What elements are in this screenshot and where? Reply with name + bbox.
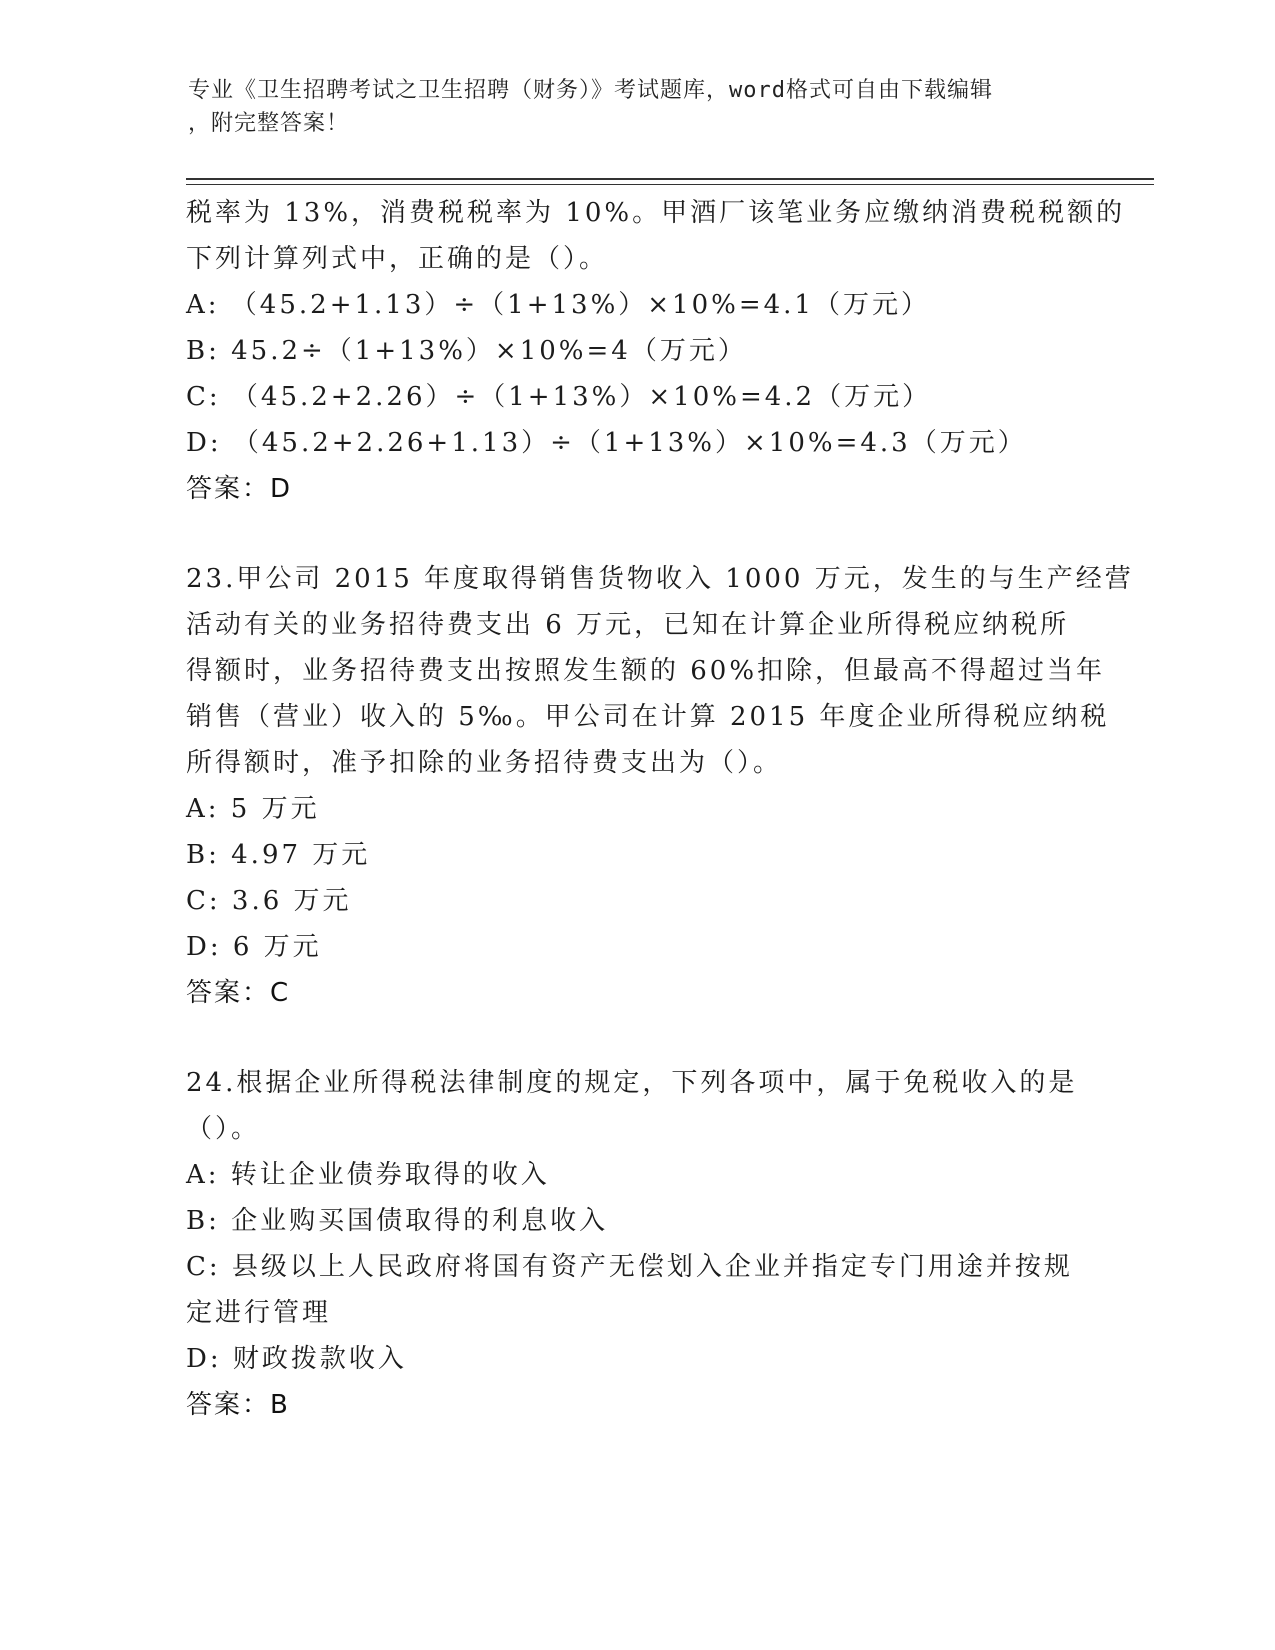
question-stem-line: 销售（营业）收入的 5‰。甲公司在计算 2015 年度企业所得税应纳税: [186, 702, 1110, 732]
question-22: [186, 190, 1126, 512]
question-stem-line: 下列计算列式中，正确的是（）。: [186, 244, 609, 274]
header-divider-thin: [186, 184, 1154, 185]
option-d: D: 财政拨款收入: [186, 1344, 407, 1374]
option-c: C: （45.2+2.26）÷（1+13%）×10%=4.2（万元）: [186, 382, 932, 412]
option-c: C: 县级以上人民政府将国有资产无偿划入企业并指定专门用途并按规: [186, 1252, 1073, 1282]
option-c-continued: 定进行管理: [186, 1298, 332, 1328]
answer-label: 答案：D: [186, 474, 293, 504]
option-a: A: 5 万元: [186, 794, 320, 824]
question-stem-line: 得额时，业务招待费支出按照发生额的 60%扣除，但最高不得超过当年: [186, 656, 1106, 686]
option-a: A: 转让企业债券取得的收入: [186, 1160, 550, 1190]
question-stem-line: 所得额时，准予扣除的业务招待费支出为（）。: [186, 748, 783, 778]
option-c: C: 3.6 万元: [186, 886, 352, 916]
header-divider-thick: [186, 178, 1154, 180]
header-title-line: 专业《卫生招聘考试之卫生招聘（财务）》考试题库，word格式可自由下载编辑: [188, 78, 993, 103]
question-stem-line: 活动有关的业务招待费支出 6 万元，已知在计算企业所得税应纳税所: [186, 610, 1070, 640]
answer-label: 答案：B: [186, 1390, 290, 1420]
question-content: [186, 190, 1134, 1428]
header-title-line-continued: ，附完整答案！: [188, 111, 350, 136]
question-stem-line: 24.根据企业所得税法律制度的规定，下列各项中，属于免税收入的是: [186, 1068, 1078, 1098]
document-header: [188, 74, 1068, 140]
question-stem-line: 税率为 13%，消费税税率为 10%。甲酒厂该笔业务应缴纳消费税税额的: [186, 198, 1126, 228]
spacer: [186, 512, 1086, 556]
option-b: B: 45.2÷（1+13%）×10%=4（万元）: [186, 336, 747, 366]
spacer: [186, 1016, 1086, 1060]
question-stem-line: （）。: [186, 1114, 261, 1144]
question-stem-line: 23.甲公司 2015 年度取得销售货物收入 1000 万元，发生的与生产经营: [186, 564, 1134, 594]
option-b: B: 企业购买国债取得的利息收入: [186, 1206, 609, 1236]
option-d: D: （45.2+2.26+1.13）÷（1+13%）×10%=4.3（万元）: [186, 428, 1027, 458]
question-23: [186, 556, 1134, 1016]
answer-label: 答案：C: [186, 978, 291, 1008]
option-b: B: 4.97 万元: [186, 840, 371, 870]
option-a: A: （45.2+1.13）÷（1+13%）×10%=4.1（万元）: [186, 290, 930, 320]
option-d: D: 6 万元: [186, 932, 322, 962]
question-24: [186, 1060, 1086, 1428]
